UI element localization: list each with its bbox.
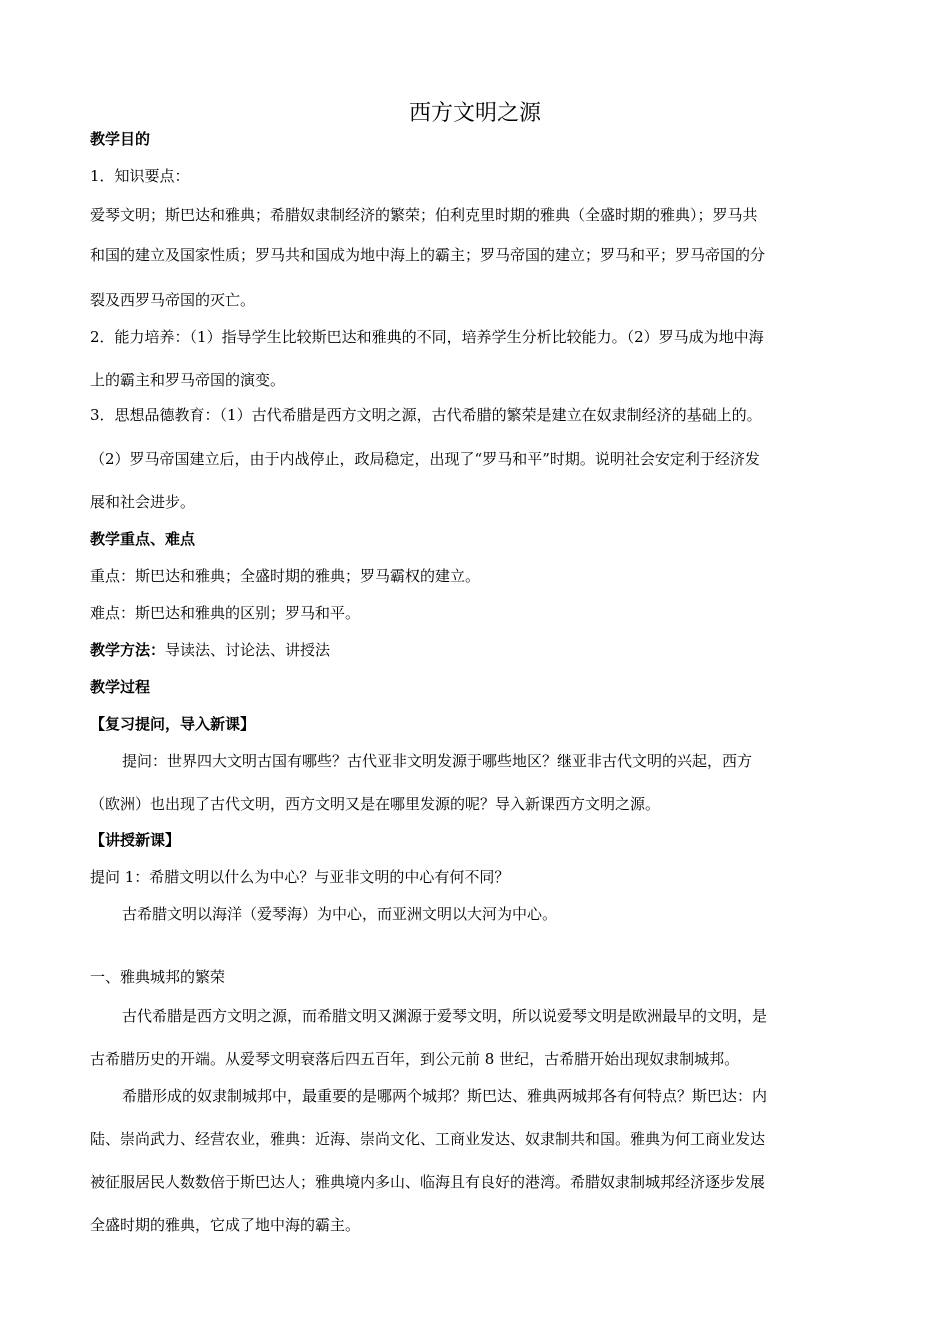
paragraph-line: 陆、崇尚武力、经营农业，雅典：近海、崇尚文化、工商业发达、奴隶制共和国。雅典为何工商业发达 <box>90 1130 766 1148</box>
paragraph-line: 上的霸主和罗马帝国的演变。 <box>90 371 286 389</box>
paragraph-line: （欧洲）也出现了古代文明，西方文明又是在哪里发源的呢？导入新课西方文明之源。 <box>90 795 661 813</box>
paragraph-line: 1．知识要点： <box>90 167 190 185</box>
paragraph-line: 提问：世界四大文明古国有哪些？古代亚非文明发源于哪些地区？继亚非古代文明的兴起，西方 <box>122 752 753 770</box>
heading-new-lesson: 【讲授新课】 <box>90 831 181 849</box>
heading-review: 【复习提问，导入新课】 <box>90 715 256 733</box>
paragraph-line: 3．思想品德教育：（1）古代希腊是西方文明之源，古代希腊的繁荣是建立在奴隶制经济的基础上的。 <box>90 406 762 424</box>
paragraph-line: 古代希腊是西方文明之源，而希腊文明又渊源于爱琴文明，所以说爱琴文明是欧洲最早的文明，是 <box>122 1007 768 1025</box>
heading-teaching-goals: 教学目的 <box>90 130 151 148</box>
paragraph-line: 古希腊历史的开端。从爱琴文明衰落后四五百年，到公元前 8 世纪，古希腊开始出现奴隶制城邦。 <box>90 1050 740 1068</box>
teaching-methods-line <box>90 640 330 660</box>
teaching-methods-label: 教学方法： <box>90 641 166 659</box>
paragraph-line: 难点：斯巴达和雅典的区别；罗马和平。 <box>90 604 361 622</box>
paragraph-line: 古希腊文明以海洋（爱琴海）为中心，而亚洲文明以大河为中心。 <box>122 905 558 923</box>
paragraph-line: 希腊形成的奴隶制城邦中，最重要的是哪两个城邦？斯巴达、雅典两城邦各有何特点？斯巴达：内 <box>122 1087 768 1105</box>
heading-key-points: 教学重点、难点 <box>90 530 196 548</box>
paragraph-line: 展和社会进步。 <box>90 493 196 511</box>
paragraph-line: 裂及西罗马帝国的灭亡。 <box>90 291 256 309</box>
paragraph-line: 重点：斯巴达和雅典；全盛时期的雅典；罗马霸权的建立。 <box>90 567 481 585</box>
paragraph-line: 被征服居民人数数倍于斯巴达人；雅典境内多山、临海且有良好的港湾。希腊奴隶制城邦经济逐步发展 <box>90 1173 766 1191</box>
document-title: 西方文明之源 <box>408 101 541 126</box>
paragraph-line: 全盛时期的雅典，它成了地中海的霸主。 <box>90 1216 361 1234</box>
paragraph-line: 提问 1：希腊文明以什么为中心？与亚非文明的中心有何不同？ <box>90 868 510 886</box>
paragraph-line: 爱琴文明；斯巴达和雅典；希腊奴隶制经济的繁荣；伯利克里时期的雅典（全盛时期的雅典）；罗马共 <box>90 206 758 224</box>
heading-teaching-process: 教学过程 <box>90 678 151 696</box>
section-heading: 一、雅典城邦的繁荣 <box>90 968 226 986</box>
paragraph-line: （2）罗马帝国建立后，由于内战停止，政局稳定，出现了“罗马和平”时期。说明社会安定利于经济发 <box>90 450 760 468</box>
teaching-methods-value: 导读法、讨论法、讲授法 <box>165 641 331 659</box>
paragraph-line: 和国的建立及国家性质；罗马共和国成为地中海上的霸主；罗马帝国的建立；罗马和平；罗马帝国的分 <box>90 246 766 264</box>
paragraph-line: 2．能力培养：（1）指导学生比较斯巴达和雅典的不同，培养学生分析比较能力。（2）罗马成为地中海 <box>90 328 764 346</box>
